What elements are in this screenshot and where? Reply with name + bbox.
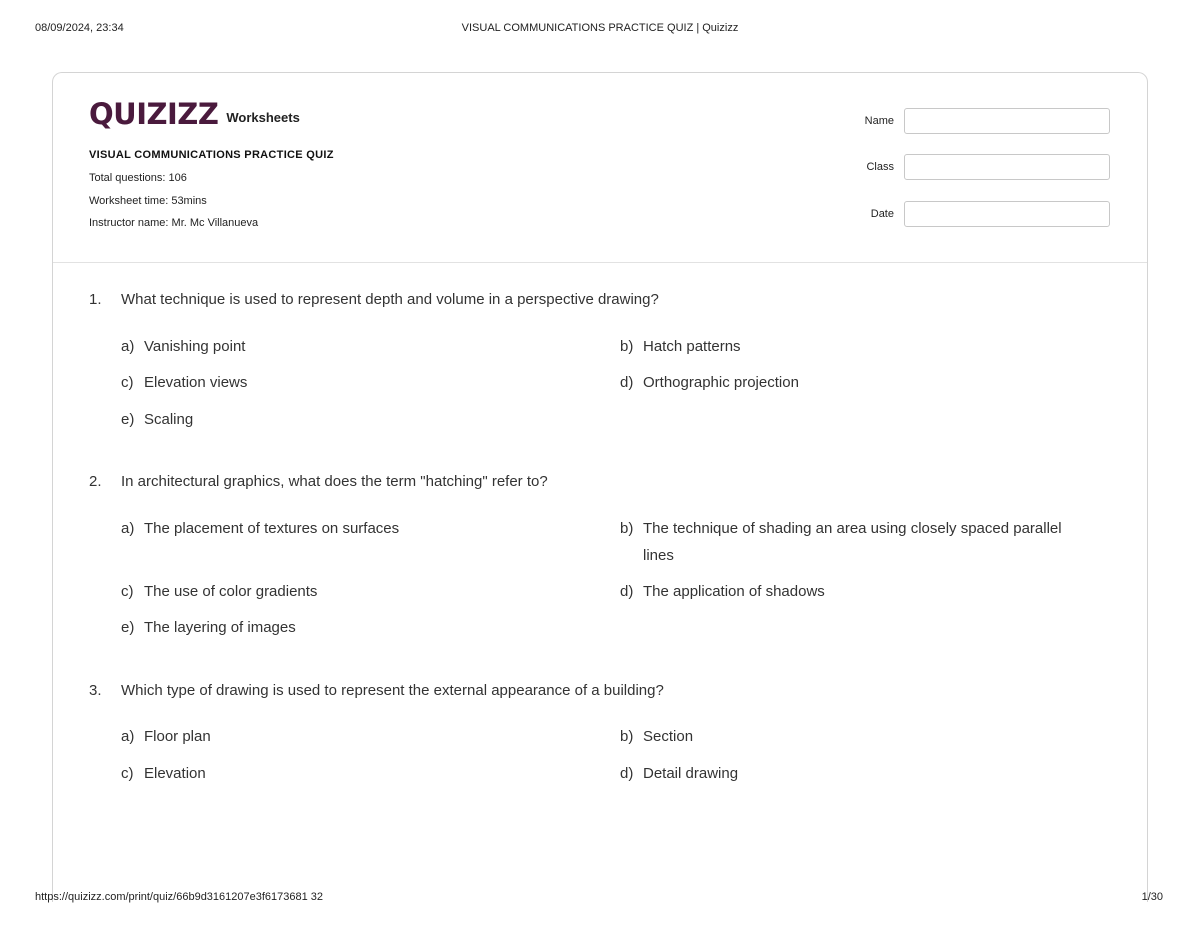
logo-wordmark: QUIZIZZ xyxy=(89,97,219,131)
option-a xyxy=(121,515,591,542)
print-date: 08/09/2024, 23:34 xyxy=(35,22,124,34)
option-letter: c) xyxy=(121,374,134,391)
option-text: Vanishing point xyxy=(144,338,246,355)
option-c xyxy=(121,369,591,396)
question-text: Which type of drawing is used to represent the external appearance of a building? xyxy=(121,682,664,699)
question-number: 1. xyxy=(89,291,102,308)
option-letter: b) xyxy=(620,520,634,537)
option-letter: c) xyxy=(121,765,134,782)
option-letter: c) xyxy=(121,583,134,600)
instructor-name: Instructor name: Mr. Mc Villanueva xyxy=(89,217,259,229)
page-number: 1/30 xyxy=(1141,891,1163,903)
option-letter: e) xyxy=(121,619,135,636)
option-c xyxy=(121,760,591,787)
option-d xyxy=(620,760,1090,787)
option-b xyxy=(620,723,1090,750)
option-a xyxy=(121,333,591,360)
option-text: The technique of shading an area using closely spaced parallel lines xyxy=(643,520,1062,564)
option-letter: e) xyxy=(121,411,135,428)
option-a xyxy=(121,723,591,750)
option-b xyxy=(620,515,1090,569)
option-text: The use of color gradients xyxy=(144,583,318,600)
question-text: What technique is used to represent depth and volume in a perspective drawing? xyxy=(121,291,659,308)
option-letter: a) xyxy=(121,728,135,745)
option-e xyxy=(121,406,591,433)
option-letter: a) xyxy=(121,338,135,355)
option-text: Floor plan xyxy=(144,728,211,745)
option-text: The application of shadows xyxy=(643,583,825,600)
option-letter: b) xyxy=(620,728,634,745)
name-field-row xyxy=(865,107,1110,135)
print-footer xyxy=(35,891,1163,907)
question-text: In architectural graphics, what does the term "hatching" refer to? xyxy=(121,473,548,490)
option-d xyxy=(620,369,1090,396)
option-text: Detail drawing xyxy=(643,765,739,782)
date-field[interactable] xyxy=(904,201,1110,227)
quiz-title: VISUAL COMMUNICATIONS PRACTICE QUIZ xyxy=(89,149,334,161)
option-letter: d) xyxy=(620,765,634,782)
worksheet xyxy=(52,72,1148,902)
option-text: Scaling xyxy=(144,411,194,428)
total-questions: Total questions: 106 xyxy=(89,172,187,184)
logo-tag: Worksheets xyxy=(226,110,300,125)
option-letter: b) xyxy=(620,338,634,355)
question-number: 2. xyxy=(89,473,102,490)
worksheet-time: Worksheet time: 53mins xyxy=(89,195,207,207)
class-label: Class xyxy=(866,161,894,173)
class-field-row xyxy=(866,153,1110,181)
option-letter: a) xyxy=(121,520,135,537)
name-field[interactable] xyxy=(904,108,1110,134)
option-text: Hatch patterns xyxy=(643,338,741,355)
option-text: The layering of images xyxy=(144,619,296,636)
option-text: Elevation views xyxy=(144,374,248,391)
option-c xyxy=(121,578,591,605)
name-label: Name xyxy=(864,115,894,127)
option-letter: d) xyxy=(620,583,634,600)
option-text: Section xyxy=(643,728,694,745)
option-b xyxy=(620,333,1090,360)
print-url: https://quizizz.com/print/quiz/66b9d3161207e3f6173681 32 xyxy=(35,891,324,903)
option-text: Orthographic projection xyxy=(643,374,799,391)
option-e xyxy=(121,614,591,641)
option-text: The placement of textures on surfaces xyxy=(144,520,400,537)
class-field[interactable] xyxy=(904,154,1110,180)
date-field-row xyxy=(871,200,1110,228)
option-letter: d) xyxy=(620,374,634,391)
date-label: Date xyxy=(870,208,894,220)
option-d xyxy=(620,578,1090,605)
print-header xyxy=(35,22,1165,38)
quizizz-logo xyxy=(89,97,300,131)
question-number: 3. xyxy=(89,682,102,699)
worksheet-header xyxy=(53,73,1147,263)
print-title: VISUAL COMMUNICATIONS PRACTICE QUIZ | Quizizz xyxy=(461,22,739,34)
option-text: Elevation xyxy=(144,765,206,782)
